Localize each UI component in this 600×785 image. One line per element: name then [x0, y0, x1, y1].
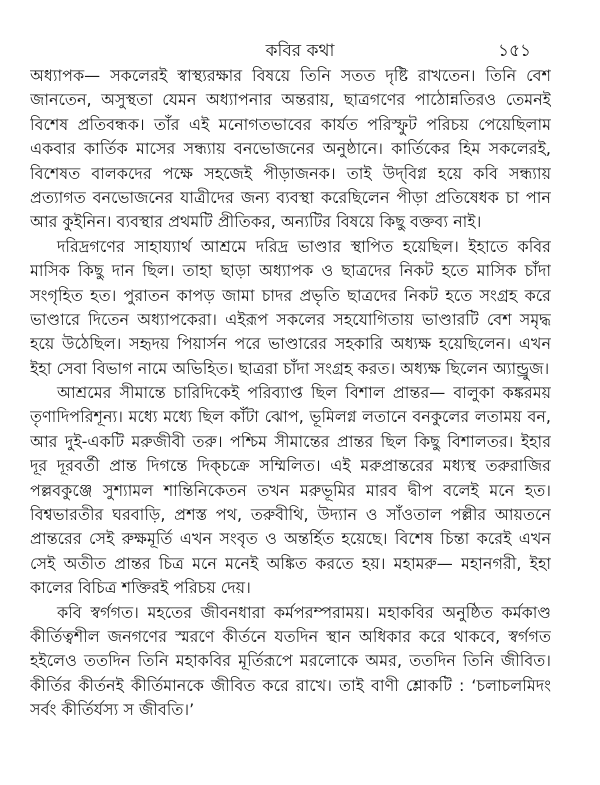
text-line: একবার কার্তিক মাসের সন্ধ্যায় বনভোজনের অনুষ্ঠানে। কার্তিকের হিম সকলেরই,: [30, 139, 551, 159]
text-line: কবি স্বর্গগত। মহতের জীবনধারা কর্মপরম্পরাময়। মহাকবির অনুষ্ঠিত কর্মকাণ্ড: [57, 602, 551, 622]
text-line: বিশ্বভারতীর ঘরবাড়ি, প্রশস্ত পথ, তরুবীথি, উদ্যান ও সাঁওতাল পল্লীর আয়তনে: [30, 505, 551, 525]
text-line: আর দুই-একটি মরুজীবী তরু। পশ্চিম সীমান্তের প্রান্তর ছিল কিছু বিশালতর। ইহার: [30, 431, 551, 451]
text-line: প্রান্তরের সেই রুক্ষমূর্তি এখন সংবৃত ও অন্তর্হিত হয়েছে। বিশেষ চিন্তা করেই এখন: [30, 529, 551, 549]
text-line: সংগৃহিত হত। পুরাতন কাপড় জামা চাদর প্রভৃতি ছাত্রদের নিকট হতে সংগ্রহ করে: [30, 285, 551, 305]
text-line: আর কুইনিন। ব্যবস্থার প্রথমটি প্রীতিকর, অন্যটির বিষয়ে কিছু বক্তব্য নাই।: [30, 212, 482, 232]
paragraph: [30, 235, 551, 381]
text-line: দরিদ্রগণের সাহায্যার্থ আশ্রমে দরিদ্র ভাণ্ডার স্থাপিত হয়েছিল। ইহাতে কবির: [57, 236, 551, 256]
paragraph: [30, 64, 551, 235]
running-title: কবির কথা: [265, 41, 335, 61]
text-line: হয়ে উঠেছিল। সহৃদয় পিয়ার্সন পরে ভাণ্ডারের সহকারি অধ্যক্ষ হয়েছিলেন। এখন: [30, 334, 551, 354]
text-line: পল্লবকুঞ্জে সুশ্যামল শান্তিনিকেতন তখন মরুভূমির মারব দ্বীপ বলেই মনে হত।: [30, 480, 551, 500]
text-line: তৃণাদিপরিশূন্য। মধ্যে মধ্যে ছিল কাঁটা ঝোপ, ভূমিলগ্ন লতানে বনকুলের লতাময় বন,: [30, 407, 551, 427]
text-line: কীর্তিত্বশীল জনগণের স্মরণে কীর্তনে যতদিন স্থান অধিকার করে থাকবে, স্বর্গগত: [30, 626, 551, 646]
text-line: কালের বিচিত্র শক্তিরই পরিচয় দেয়।: [30, 578, 251, 598]
page-number: ১৫১: [498, 41, 532, 61]
text-line: জানতেন, অসুস্থতা যেমন অধ্যাপনার অন্তরায়, ছাত্রগণের পাঠোন্নতিরও তেমনই: [30, 90, 551, 110]
text-line: অধ্যাপক— সকলেরই স্বাস্থ্যরক্ষার বিষয়ে তিনি সতত দৃষ্টি রাখতেন। তিনি বেশ: [30, 66, 551, 85]
text-line: আশ্রমের সীমান্তে চারিদিকেই পরিব্যাপ্ত ছিল বিশাল প্রান্তর— বালুকা কঙ্করময়: [57, 383, 551, 403]
text-line: বিশেষ প্রতিবন্ধক। তাঁর এই মনোগতভাবের কার্যত পরিস্ফুট পরিচয় পেয়েছিলাম: [30, 114, 551, 134]
text-line: মাসিক কিছু দান ছিল। তাহা ছাড়া অধ্যাপক ও ছাত্রদের নিকট হতে মাসিক চাঁদা: [30, 261, 551, 281]
text-line: ইহা সেবা বিভাগ নামে অভিহিত। ছাত্ররা চাঁদা সংগ্রহ করত। অধ্যক্ষ ছিলেন অ্যান্ড্রুজ।: [30, 358, 550, 378]
page-body: [30, 64, 551, 723]
text-line: কীর্তির কীর্তনই কীর্তিমানকে জীবিত করে রাখে। তাই বাণী শ্লোকটি : ‘চলাচলমিদং: [30, 675, 551, 695]
text-line: সর্বং কীর্তির্যস্য স জীবতি।’: [30, 700, 195, 720]
text-line: সেই অতীত প্রান্তর চিত্র মনে মনেই অঙ্কিত করতে হয়। মহামরু— মহানগরী, ইহা: [30, 553, 551, 573]
text-line: ভাণ্ডারে দিতেন অধ্যাপকেরা। এইরূপ সকলের সহযোগিতায় ভাণ্ডারটি বেশ সমৃদ্ধ: [30, 309, 551, 329]
text-line: হইলেও ততদিন তিনি মহাকবির মূর্তিরূপে মরলোকে অমর, ততদিন তিনি জীবিত।: [30, 651, 551, 671]
text-line: প্রত্যাগত বনভোজনের যাত্রীদের জন্য ব্যবস্থা করেছিলেন পীড়া প্রতিষেধক চা পান: [30, 187, 551, 207]
paragraph: [30, 381, 551, 601]
text-line: বিশেষত বালকদের পক্ষে সহজেই পীড়াজনক। তাই উদ্‌বিগ্ন হয়ে কবি সন্ধ্যায়: [30, 163, 551, 183]
paragraph: [30, 601, 551, 723]
text-line: দূর দূরবর্তী প্রান্ত দিগন্তে দিক্‌চক্রে সম্মিলিত। এই মরুপ্রান্তরের মধ্যস্থ তরুরাজির: [30, 456, 551, 476]
